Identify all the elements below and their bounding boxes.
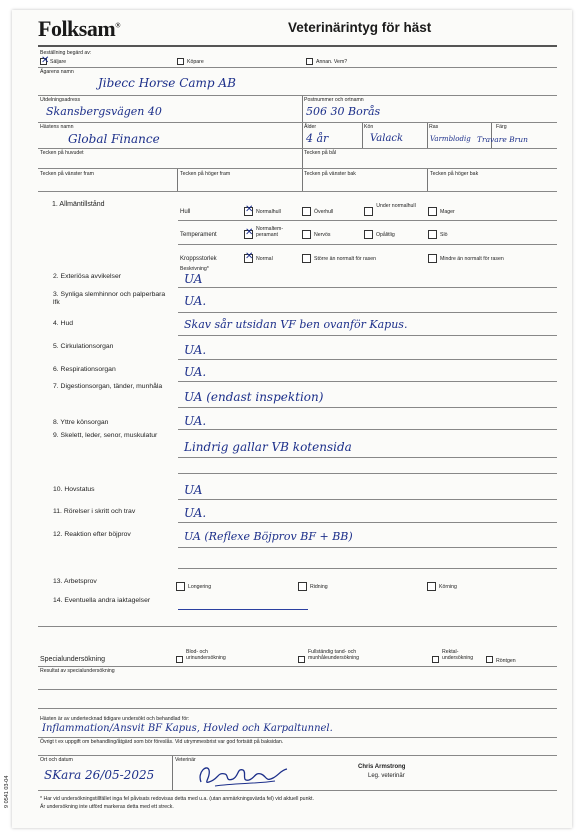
item-value[interactable]: UA.: [184, 506, 207, 520]
divider: [38, 737, 557, 738]
lb-marks-label: Tecken på vänster bak: [304, 171, 356, 177]
divider: [38, 67, 557, 68]
item-label: 9. Skelett, leder, senor, muskulatur: [53, 432, 158, 439]
street-label: Utdelningsadress: [40, 97, 81, 103]
horse-name-label: Hästens namn: [40, 124, 74, 130]
rf-marks-label: Tecken på höger fram: [180, 171, 231, 177]
divider: [38, 666, 557, 667]
place-date-value[interactable]: SKara 26/05-2025: [44, 768, 155, 782]
item-label: 12. Reaktion efter böjprov: [53, 531, 131, 538]
divider: [178, 381, 557, 382]
divider: [362, 123, 363, 149]
page-title: Veterinärintyg för häst: [288, 20, 432, 35]
divider: [172, 756, 173, 790]
checkbox-nervous[interactable]: [302, 230, 311, 239]
divider: [38, 95, 557, 96]
divider: [178, 547, 557, 548]
checkbox-normaltemperament[interactable]: ✕: [245, 227, 254, 238]
divider: [178, 407, 557, 408]
age-label: Ålder: [304, 124, 317, 130]
street-value[interactable]: Skansbergsvägen 40: [46, 105, 162, 118]
divider: [38, 148, 557, 149]
item-label: 11. Rörelser i skritt och trav: [53, 508, 136, 515]
checkbox-under-normalhull[interactable]: [364, 207, 373, 216]
item-label: 2. Exteriösa avvikelser: [53, 273, 121, 280]
previous-label: Hästen är av undertecknad tidigare undersökt och behandlad för:: [40, 716, 190, 722]
checkbox-normalhull[interactable]: ✕: [245, 204, 254, 215]
seller-label: Säljare: [50, 59, 67, 65]
checkbox-size-normal[interactable]: ✕: [245, 251, 254, 262]
ridning-label: Ridning: [310, 584, 328, 590]
item-label: 5. Cirkulationsorgan: [53, 343, 114, 350]
checkbox-overhull[interactable]: [302, 207, 311, 216]
color-value[interactable]: Travare Brun: [477, 135, 528, 144]
divider: [178, 522, 557, 523]
checkbox-buyer[interactable]: [177, 58, 184, 65]
body-size-label: Kroppsstorlek: [180, 256, 217, 262]
vet-name: Chris Armstrong: [358, 764, 406, 770]
age-value[interactable]: 4 år: [306, 132, 329, 145]
head-marks-label: Tecken på huvudet: [40, 150, 84, 156]
ink-line: [178, 609, 308, 610]
postal-label: Postnummer och ortnamn: [304, 97, 364, 103]
under-normalhull-label: Under normalhull: [376, 203, 416, 209]
divider: [38, 689, 557, 690]
mager-label: Mager: [440, 209, 455, 215]
divider: [178, 244, 557, 245]
special-result-label: Resultat av specialundersökning: [40, 668, 115, 674]
xray-label: Röntgen: [496, 658, 516, 664]
form-code: 9 0541 03-04: [4, 775, 10, 808]
item-value[interactable]: Lindrig gallar VB kotensida: [184, 440, 352, 454]
rb-marks-label: Tecken på höger bak: [430, 171, 479, 177]
item-label: 8. Yttre könsorgan: [53, 419, 109, 426]
vet-signature: [195, 760, 290, 788]
slo-label: Slö: [440, 232, 448, 238]
previous-value[interactable]: Inflammation/Ansvit BF Kapus, Hovled och Karpaltunnel.: [42, 723, 333, 734]
divider: [178, 359, 557, 360]
breed-value[interactable]: Varmblodig: [430, 135, 471, 143]
divider: [178, 335, 557, 336]
size-larger-label: Större än normalt för rasen: [314, 256, 376, 262]
vet-label: Veterinär: [175, 757, 196, 763]
checkbox-rectal[interactable]: [432, 656, 439, 663]
other-label: Annan. Vem?: [316, 59, 348, 65]
special-label: Specialundersökning: [40, 656, 105, 663]
checkbox-mager[interactable]: [428, 207, 437, 216]
description-label: Beskrivning*: [180, 266, 209, 272]
divider: [178, 287, 557, 288]
color-label: Färg: [496, 124, 507, 130]
footnote-1: * Har vid undersökningstillfället inga fel påvisats redovisas detta med u.a. (utan anmärkningsvärda fel) vid aktuell punkt.: [40, 796, 314, 802]
breed-label: Ras: [429, 124, 439, 130]
checkbox-xray[interactable]: [486, 656, 493, 663]
item-value[interactable]: UA.: [184, 294, 207, 308]
divider: [178, 473, 557, 474]
divider: [178, 568, 557, 569]
item-value[interactable]: UA.: [184, 365, 207, 379]
divider: [38, 708, 557, 709]
checkbox-size-smaller[interactable]: [428, 254, 437, 263]
item-label: 10. Hovstatus: [53, 486, 95, 493]
unreliable-label: Opålitlig: [376, 232, 395, 238]
hull-label: Hull: [180, 209, 191, 215]
checkbox-size-larger[interactable]: [302, 254, 311, 263]
postal-value[interactable]: 506 30 Borås: [306, 105, 381, 118]
divider: [178, 457, 557, 458]
body-marks-label: Tecken på bål: [304, 150, 337, 156]
sex-label: Kön: [364, 124, 374, 130]
lf-marks-label: Tecken på vänster fram: [40, 171, 94, 177]
folksam-logo: Folksam®: [38, 16, 120, 41]
divider: [178, 220, 557, 221]
divider: [177, 169, 178, 191]
normalhull-label: Normalhull: [256, 209, 281, 215]
item-value[interactable]: UA: [184, 272, 203, 286]
size-smaller-label: Mindre än normalt för rasen: [440, 256, 504, 262]
divider: [178, 499, 557, 500]
item-value[interactable]: UA: [184, 483, 203, 497]
divider: [178, 312, 557, 313]
checkbox-korning[interactable]: [427, 582, 436, 591]
longering-label: Longering: [188, 584, 212, 590]
divider: [38, 790, 557, 791]
divider: [302, 96, 303, 123]
checkbox-seller[interactable]: ✕: [41, 55, 50, 66]
rectal-label: Rektal-undersökning: [442, 649, 474, 661]
item-value[interactable]: UA (endast inspektion): [184, 390, 324, 404]
divider: [302, 123, 303, 149]
checkbox-dental[interactable]: [298, 656, 305, 663]
vet-title: Leg. veterinär: [368, 773, 405, 779]
checkbox-ridning[interactable]: [298, 582, 307, 591]
requester-label: Beställning begärd av:: [40, 50, 92, 56]
work-test-label: 13. Arbetsprov: [53, 578, 97, 585]
item-value[interactable]: UA.: [184, 414, 207, 428]
checkbox-unreliable[interactable]: [364, 230, 373, 239]
checkbox-slo[interactable]: [428, 230, 437, 239]
size-normal-label: Normal: [256, 256, 273, 262]
previous-note: Övrigt t ex uppgift om behandling/åtgärd som bör föreslås. Vid utrymmesbrist var god fortsätt på baksidan.: [40, 739, 284, 745]
place-date-label: Ort och datum: [40, 757, 73, 763]
item-label: 6. Respirationsorgan: [53, 366, 116, 373]
owner-label: Ägarens namn: [40, 69, 74, 75]
divider: [38, 191, 557, 192]
divider: [302, 169, 303, 191]
overhull-label: Överhull: [314, 209, 334, 215]
dental-label: Fullständig tand- och munhåleundersökning: [308, 649, 360, 661]
divider: [302, 149, 303, 169]
other-observations-label: 14. Eventuella andra iaktagelser: [53, 597, 151, 604]
item-label: 3. Synliga slemhinnor och palperbara lfk: [53, 291, 166, 306]
checkbox-blood-urine[interactable]: [176, 656, 183, 663]
general-title: 1. Allmäntillstånd: [52, 201, 105, 208]
item-label: 7. Digestionsorgan, tänder, munhåla: [53, 383, 163, 390]
divider: [38, 626, 557, 627]
divider: [38, 168, 557, 169]
item-value[interactable]: UA (Reflexe Böjprov BF + BB): [184, 530, 353, 543]
checkbox-other[interactable]: [306, 58, 313, 65]
item-value[interactable]: Skav sår utsidan VF ben ovanför Kapus.: [184, 318, 408, 331]
item-label: 4. Hud: [53, 320, 74, 327]
temperament-label: Temperament: [180, 232, 217, 238]
blood-urine-label: Blod- och urinundersökning: [186, 649, 226, 661]
nervous-label: Nervös: [314, 232, 331, 238]
horse-name-value[interactable]: Global Finance: [68, 132, 160, 146]
divider: [38, 122, 557, 123]
divider: [427, 123, 428, 149]
divider: [38, 755, 557, 756]
divider: [427, 169, 428, 191]
header-rule: [38, 45, 557, 47]
buyer-label: Köpare: [187, 59, 204, 65]
checkbox-longering[interactable]: [176, 582, 185, 591]
normaltemperament-label: Normaltem-peramant: [256, 226, 284, 238]
item-value[interactable]: UA.: [184, 343, 207, 357]
owner-value[interactable]: Jibecc Horse Camp AB: [98, 76, 236, 90]
footnote-2: Är undersökning inte utförd markeras detta med ett streck.: [40, 804, 174, 810]
divider: [178, 429, 557, 430]
sex-value[interactable]: Valack: [370, 133, 404, 144]
korning-label: Körning: [439, 584, 457, 590]
